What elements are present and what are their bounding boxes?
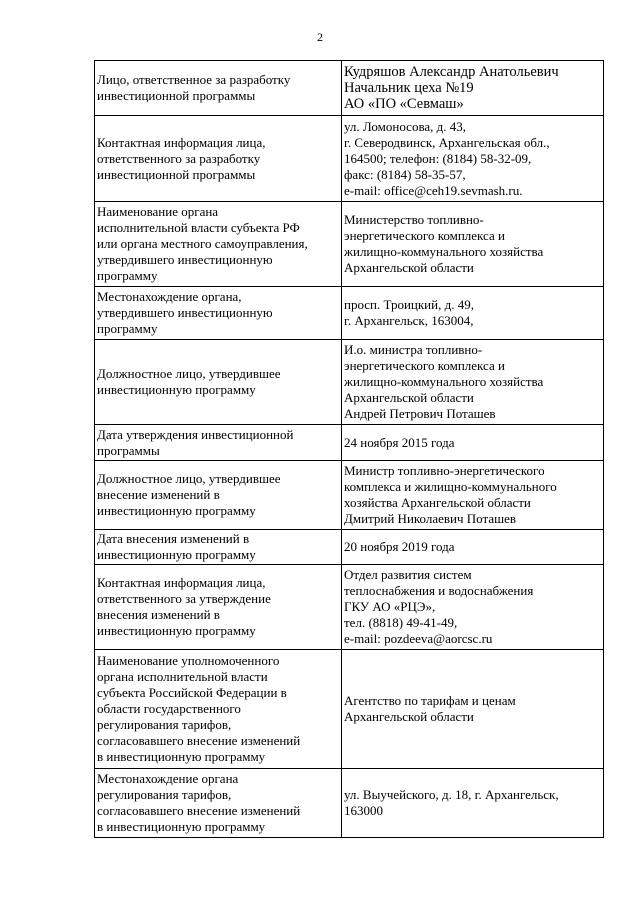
row-label: Дата утверждения инвестиционной программы bbox=[95, 425, 342, 461]
row-value: 24 ноября 2015 года bbox=[342, 425, 604, 461]
table-row bbox=[95, 340, 604, 425]
row-label: Контактная информация лица, ответственного за разработку инвестиционной программы bbox=[95, 116, 342, 202]
row-label: Местонахождение органа, утвердившего инвестиционную программу bbox=[95, 287, 342, 340]
row-value: просп. Троицкий, д. 49, г. Архангельск, 163004, bbox=[342, 287, 604, 340]
row-value: ул. Ломоносова, д. 43, г. Северодвинск, Архангельская обл., 164500; телефон: (8184) 58-32-09, факс: (8184) 58-35-57, e-mail: office@ceh19.sevmash.ru. bbox=[342, 116, 604, 202]
row-label: Наименование уполномоченного органа исполнительной власти субъекта Российской Федерации в области государственного регулирования тарифов, согласовавшего внесение изменений в инвестиционную программу bbox=[95, 650, 342, 769]
row-label: Контактная информация лица, ответственного за утверждение внесения изменений в инвестиционную программу bbox=[95, 565, 342, 650]
row-value: 20 ноября 2019 года bbox=[342, 530, 604, 565]
row-value: И.о. министра топливно- энергетического комплекса и жилищно-коммунального хозяйства Архангельской области Андрей Петрович Поташев bbox=[342, 340, 604, 425]
page-number: 2 bbox=[317, 30, 323, 44]
table-row bbox=[95, 287, 604, 340]
row-value: Отдел развития систем теплоснабжения и водоснабжения ГКУ АО «РЦЭ», тел. (8818) 49-41-49, e-mail: pozdeeva@aorcsc.ru bbox=[342, 565, 604, 650]
row-label: Дата внесения изменений в инвестиционную программу bbox=[95, 530, 342, 565]
table-row bbox=[95, 425, 604, 461]
row-label: Должностное лицо, утвердившее внесение изменений в инвестиционную программу bbox=[95, 461, 342, 530]
table-row bbox=[95, 116, 604, 202]
row-value: Министр топливно-энергетического комплекса и жилищно-коммунального хозяйства Архангельской области Дмитрий Николаевич Поташев bbox=[342, 461, 604, 530]
row-label: Лицо, ответственное за разработку инвестиционной программы bbox=[95, 61, 342, 116]
row-label: Наименование органа исполнительной власти субъекта РФ или органа местного самоуправления, утвердившего инвестиционную программу bbox=[95, 202, 342, 287]
table-row bbox=[95, 769, 604, 838]
table-row bbox=[95, 650, 604, 769]
table-row bbox=[95, 461, 604, 530]
table-row bbox=[95, 202, 604, 287]
table-row bbox=[95, 565, 604, 650]
row-value: ул. Выучейского, д. 18, г. Архангельск, 163000 bbox=[342, 769, 604, 838]
table-row bbox=[95, 530, 604, 565]
table-row bbox=[95, 61, 604, 116]
row-value: Кудряшов Александр Анатольевич Начальник цеха №19 АО «ПО «Севмаш» bbox=[342, 61, 604, 116]
program-info-table bbox=[94, 60, 604, 838]
row-value: Министерство топливно- энергетического комплекса и жилищно-коммунального хозяйства Архангельской области bbox=[342, 202, 604, 287]
row-value: Агентство по тарифам и ценам Архангельской области bbox=[342, 650, 604, 769]
row-label: Должностное лицо, утвердившее инвестиционную программу bbox=[95, 340, 342, 425]
row-label: Местонахождение органа регулирования тарифов, согласовавшего внесение изменений в инвестиционную программу bbox=[95, 769, 342, 838]
